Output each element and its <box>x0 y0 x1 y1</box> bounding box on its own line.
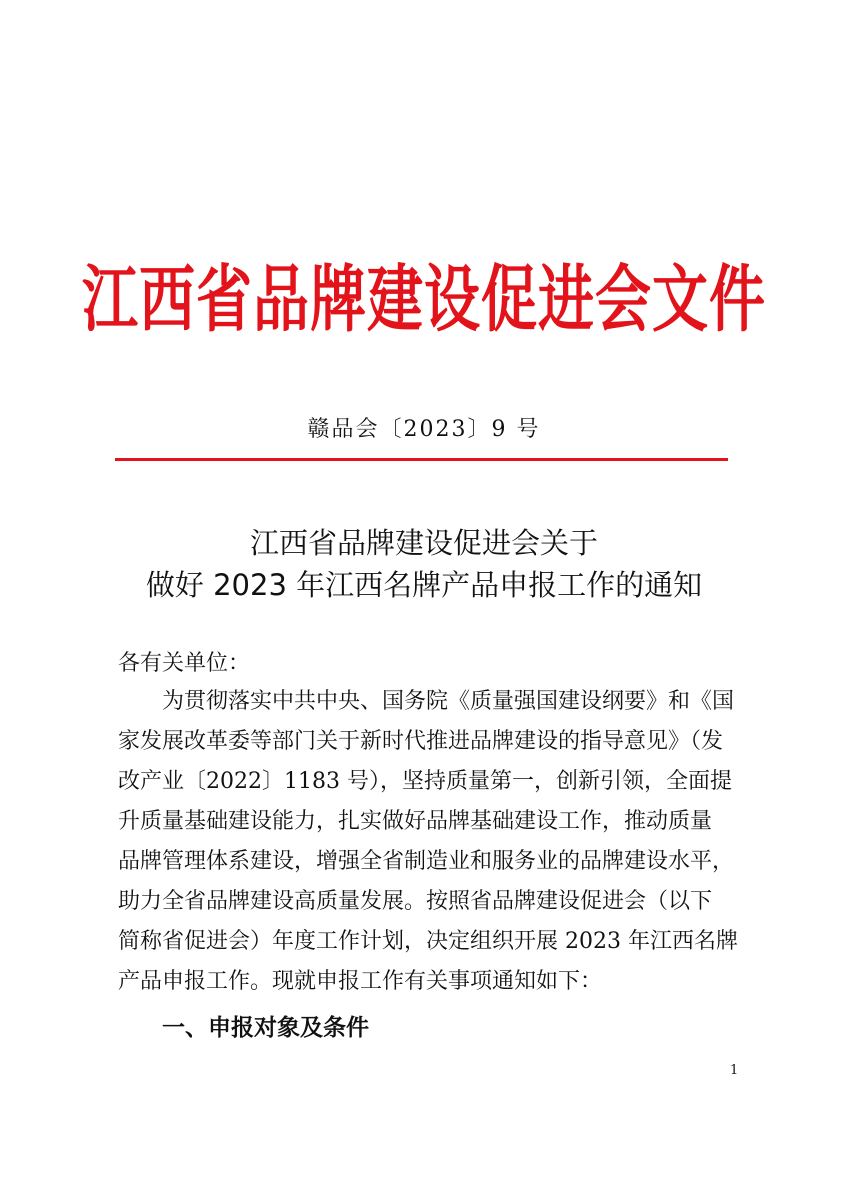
body-line: 助力全省品牌建设高质量发展。按照省品牌建设促进会（以下 <box>118 889 713 914</box>
salutation: 各有关单位： <box>118 651 251 676</box>
page-number: 1 <box>730 1063 739 1078</box>
body-line: 升质量基础建设能力，扎实做好品牌基础建设工作，推动质量 <box>118 809 713 834</box>
body-line: 品牌管理体系建设，增强全省制造业和服务业的品牌建设水平， <box>118 849 735 874</box>
body-line: 改产业〔2022〕1183 号），坚持质量第一，创新引领，全面提 <box>118 769 732 794</box>
red-divider-line <box>115 458 728 461</box>
section-heading: 一、申报对象及条件 <box>162 1015 369 1041</box>
body-line: 产品申报工作。现就申报工作有关事项通知如下： <box>118 969 603 994</box>
body-paragraph <box>118 682 738 1002</box>
notice-title-line-1: 江西省品牌建设促进会关于 <box>249 526 598 560</box>
body-line: 简称省促进会）年度工作计划，决定组织开展 2023 年江西名牌 <box>118 929 738 954</box>
body-line: 家发展改革委等部门关于新时代推进品牌建设的指导意见》（发 <box>118 729 724 754</box>
document-number: 赣品会〔2023〕9 号 <box>307 417 541 442</box>
red-header-title: 江西省品牌建设促进会文件 <box>82 257 766 343</box>
notice-title <box>0 522 848 606</box>
notice-title-line-2: 做好 2023 年江西名牌产品申报工作的通知 <box>145 568 703 602</box>
body-line: 为贯彻落实中共中央、国务院《质量强国建设纲要》和《国 <box>162 689 735 714</box>
